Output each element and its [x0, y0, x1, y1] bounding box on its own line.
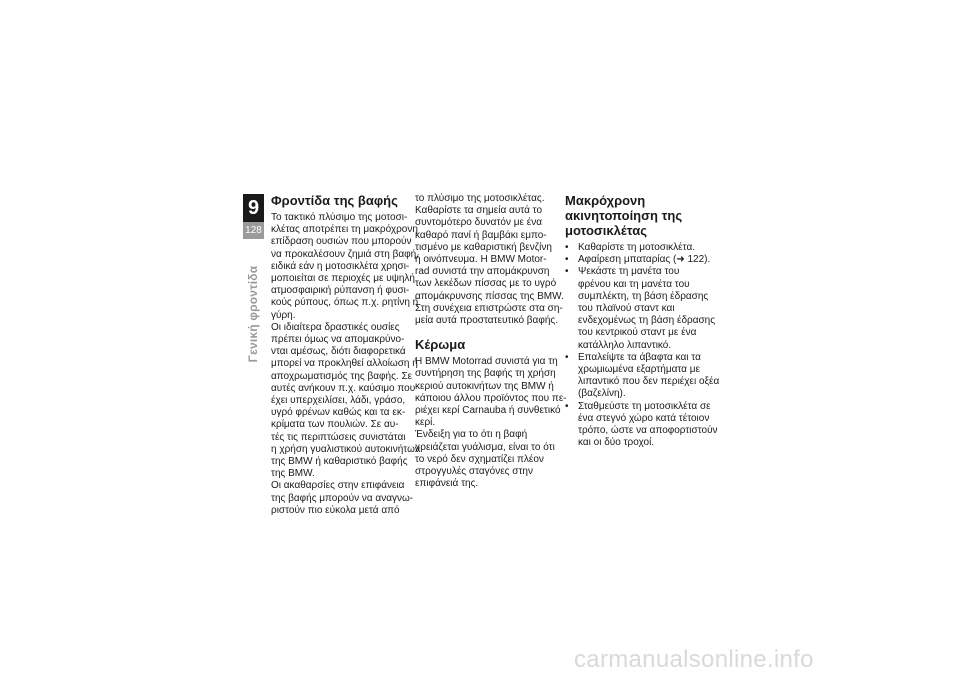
- list-item: [565, 254, 711, 266]
- text-line: Σταθμεύστε τη μοτοσικλέτα σε: [578, 400, 711, 412]
- text-line: χρωμιωμένα εξαρτήματα με: [578, 364, 700, 376]
- text-line: κρίματα των πουλιών. Σε αυ-: [271, 419, 399, 431]
- text-line: το πλύσιμο της μοτοσικλέτας.: [415, 193, 545, 204]
- text-line: Ψεκάστε τη μανέτα του: [578, 266, 680, 278]
- bullet-icon: •: [565, 400, 569, 412]
- text-line: συντομότερο δυνατόν με ένα: [415, 217, 542, 229]
- text-line: της BMW ή καθαριστικό βαφής: [271, 456, 408, 468]
- text-line: ριστούν πιο εύκολα μετά από: [271, 504, 400, 516]
- paint-care-text: [271, 212, 420, 517]
- column-waxing: [415, 193, 567, 490]
- text-line: κλέτας αποτρέπει τη μακρόχρονη: [271, 224, 418, 236]
- column-long-storage: [565, 193, 720, 449]
- text-line: τές τις περιπτώσεις συνιστάται: [271, 431, 406, 443]
- text-line: κάποιου άλλου προϊόντος που πε-: [415, 392, 567, 404]
- text-line: καθαρό πανί ή βαμβάκι εμπο-: [415, 229, 547, 241]
- title-line: μοτοσικλέτας: [565, 223, 647, 238]
- text-line: επιφάνειά της.: [415, 478, 479, 490]
- text-line: ριέχει κερί Carnauba ή συνθετικό: [415, 405, 561, 417]
- list-item: [565, 351, 720, 401]
- text-line: των λεκέδων πίσσας με το υγρό: [415, 278, 557, 290]
- section-title-long-storage: [565, 193, 705, 238]
- title-line: Μακρόχρονη: [565, 193, 646, 208]
- text-line: της BMW.: [271, 468, 315, 480]
- text-line: μπορεί να προκληθεί αλλοίωση ή: [271, 358, 418, 370]
- text-line: του κεντρικού σταντ με ένα: [578, 327, 697, 339]
- text-line: ειδικά εάν η μοτοσικλέτα χρησι-: [271, 260, 410, 272]
- section-title-waxing: Κέρωμα: [415, 337, 466, 353]
- waxing-text: [415, 356, 567, 490]
- section-title-paint-care: Φροντίδα της βαφής: [271, 193, 398, 208]
- text-line: Οι ακαθαρσίες στην επιφάνεια: [271, 480, 405, 492]
- page-number: 128: [243, 222, 264, 239]
- text-line: απομάκρυνσης πίσσας της BMW.: [415, 290, 564, 302]
- text-line: τρόπο, ώστε να αποφορτιστούν: [578, 425, 718, 437]
- text-line: πρέπει όμως να απομακρύνο-: [271, 334, 405, 346]
- bullet-icon: •: [565, 242, 569, 253]
- text-line: κεριού αυτοκινήτων της BMW ή: [415, 380, 554, 392]
- text-line: υγρό φρένων καθώς και τα εκ-: [271, 407, 406, 419]
- bullet-icon: •: [565, 266, 569, 278]
- text-line: και οι δύο τροχοί.: [578, 437, 655, 449]
- text-line: Οι ιδιαίτερα δραστικές ουσίες: [271, 321, 400, 333]
- text-line: rad συνιστά την απομάκρυνση: [415, 266, 550, 278]
- text-line: αποχρωματισμός της βαφής. Σε: [271, 370, 413, 382]
- text-line: να προκαλέσουν ζημιά στη βαφή,: [271, 248, 419, 260]
- text-line: ένα στεγνό χώρο κατά τέτοιον: [578, 412, 710, 424]
- text-line: γύρη.: [271, 309, 296, 321]
- text-line: ενδεχομένως τη βάση έδρασης: [578, 315, 716, 327]
- text-line: Επαλείψτε τα άβαφτα και τα: [578, 351, 701, 363]
- text-line: νται αμέσως, διότι διαφορετικά: [271, 346, 406, 358]
- bullet-icon: •: [565, 351, 569, 363]
- text-line: Ένδειξη για το ότι η βαφή: [415, 429, 528, 441]
- storage-bullet-list: [565, 242, 720, 449]
- text-line: λιπαντικό που δεν περιέχει οξέα: [578, 376, 720, 388]
- text-line: κατάλληλο λιπαντικό.: [578, 339, 672, 351]
- text-line: συμπλέκτη, τη βάση έδρασης: [578, 290, 709, 302]
- watermark: carmanualsonline.info: [574, 646, 814, 673]
- text-line: Αφαίρεση μπαταρίας (➜ 122).: [578, 254, 711, 266]
- text-line: Καθαρίστε τη μοτοσικλέτα.: [578, 242, 696, 253]
- chapter-number: 9: [243, 194, 264, 222]
- text-line: χρειάζεται γυάλισμα, είναι το ότι: [415, 441, 555, 453]
- text-line: στρογγυλές σταγόνες στην: [415, 466, 533, 478]
- text-line: επίδραση ουσιών που μπορούν: [271, 236, 412, 248]
- column-paint-care: [271, 193, 420, 517]
- text-line: φρένου και τη μανέτα του: [578, 278, 690, 290]
- text-line: Στη συνέχεια επιστρώστε στα ση-: [415, 302, 563, 314]
- text-line: (βαζελίνη).: [578, 388, 626, 400]
- paint-care-text-continued: [415, 193, 564, 327]
- text-line: κούς ρύπους, όπως π.χ. ρητίνη ή: [271, 297, 419, 309]
- text-line: μοποιείται σε περιοχές με υψηλή: [271, 273, 415, 285]
- text-line: του πλαϊνού σταντ και: [578, 303, 675, 315]
- text-line: μεία αυτά προστατευτικό βαφής.: [415, 315, 558, 327]
- text-line: της βαφής μπορούν να αναγνω-: [271, 492, 414, 504]
- text-line: ατμοσφαιρική ρύπανση ή φυσι-: [271, 285, 410, 297]
- chapter-tab: [243, 194, 264, 239]
- list-item: [565, 266, 716, 351]
- text-line: το νερό δεν σχηματίζει πλέον: [415, 453, 544, 465]
- text-line: αυτές ανήκουν π.χ. καύσιμο που: [271, 382, 416, 394]
- text-line: Η BMW Motorrad συνιστά για τη: [415, 356, 558, 368]
- text-line: έχει υπερχειλίσει, λάδι, γράσο,: [271, 395, 406, 407]
- text-line: συντήρηση της βαφής τη χρήση: [415, 368, 556, 380]
- text-line: Το τακτικό πλύσιμο της μοτοσι-: [271, 212, 408, 223]
- list-item: [565, 242, 705, 254]
- text-line: τισμένο με καθαριστική βενζίνη: [415, 241, 552, 253]
- text-line: Καθαρίστε τα σημεία αυτά το: [415, 205, 543, 217]
- text-line: ή οινόπνευμα. Η BMW Motor-: [415, 254, 547, 266]
- list-item: [565, 400, 718, 450]
- bullet-icon: •: [565, 254, 569, 266]
- running-chapter-title: Γενική φροντίδα: [246, 265, 260, 363]
- title-line: ακινητοποίηση της: [565, 208, 683, 223]
- text-line: η χρήση γυαλιστικού αυτοκινήτων: [271, 443, 420, 455]
- text-line: κερί.: [415, 417, 436, 429]
